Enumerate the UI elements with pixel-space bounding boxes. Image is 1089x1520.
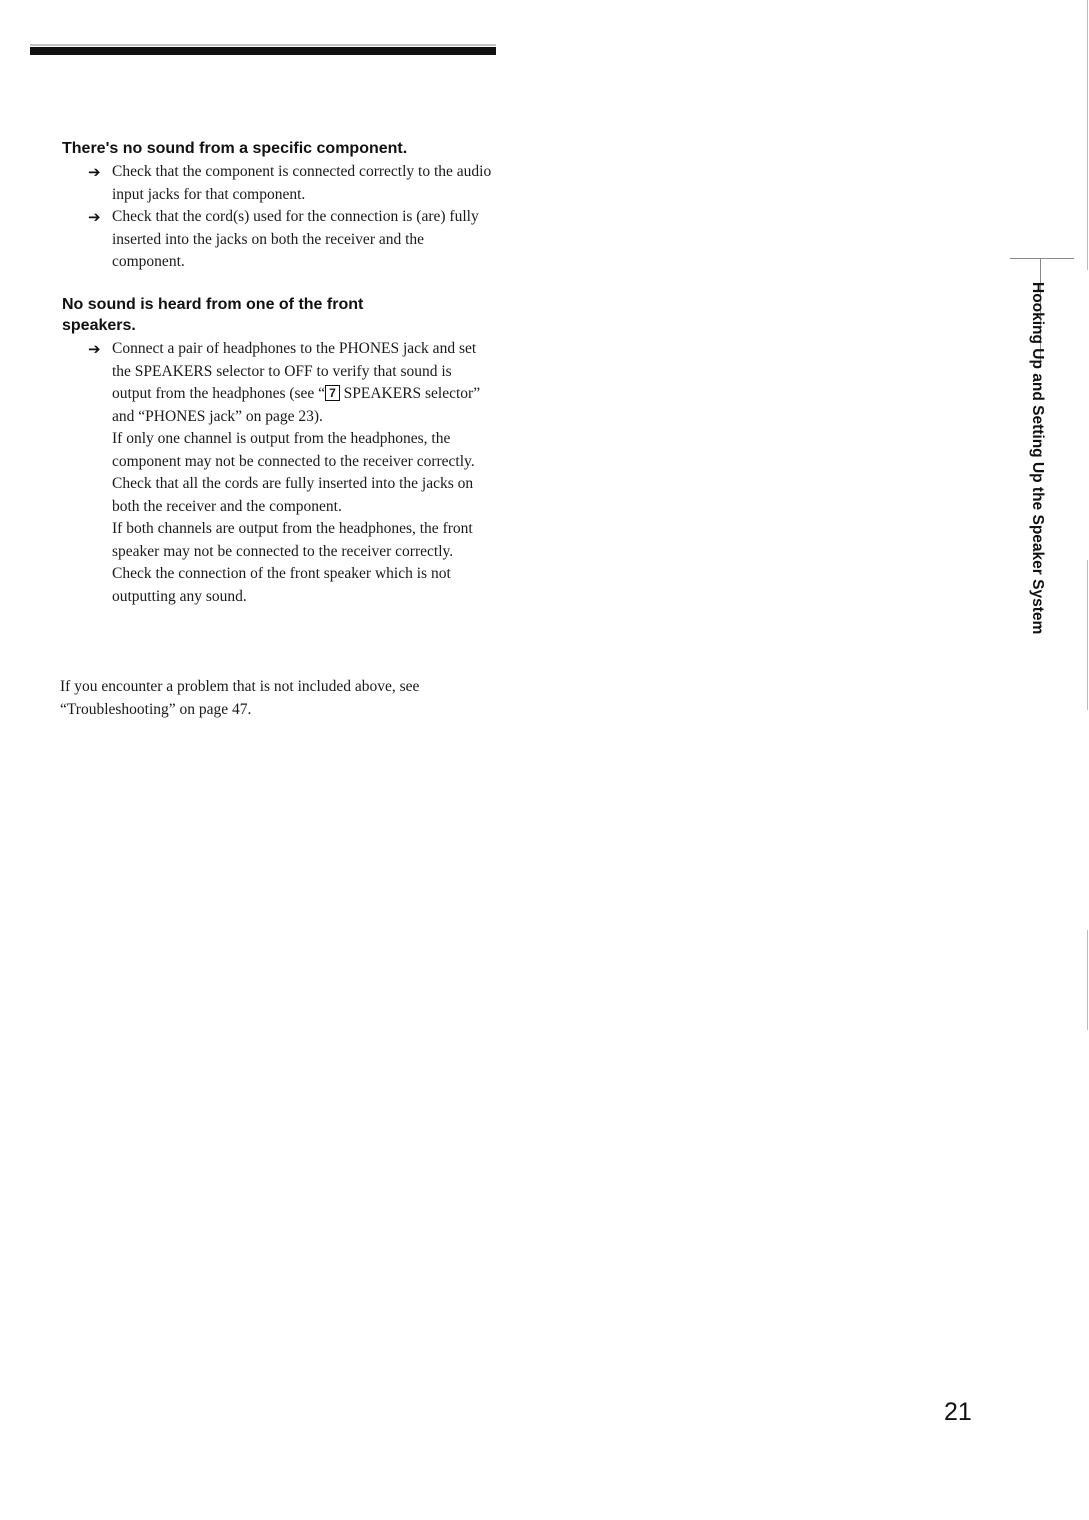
right-arrow-icon: ➔ [88, 339, 101, 358]
list-item [62, 161, 494, 206]
bullet-text [112, 338, 494, 428]
side-divider [1010, 258, 1074, 259]
closing-note: If you encounter a problem that is not included above, see “Troubleshooting” on page 47. [60, 678, 420, 718]
section-no-sound-front-speaker [62, 294, 494, 608]
bullet-lead: Connect a pair of headphones to the PHONES jack and set the SPEAKERS selector to OFF to verify that sound is output from the headphones (see “ [112, 340, 477, 402]
bullet-text: Check that the cord(s) used for the connection is (are) fully inserted into the jacks on both the receiver and the component. [112, 208, 479, 270]
bullet-paragraph: If both channels are output from the headphones, the front speaker may not be connected to the receiver correctly. Check the connection of the front speaker which is not outputting any sound. [112, 520, 473, 605]
page-edge-line [1087, 930, 1088, 1030]
page-edge-line [1087, 560, 1088, 710]
chapter-side-tab [1022, 282, 1052, 712]
page-edge-line [1087, 0, 1088, 270]
page-number: 21 [944, 1398, 972, 1426]
heading-line: speakers. [62, 317, 136, 334]
chapter-title: Hooking Up and Setting Up the Speaker System [1029, 282, 1046, 635]
bullet-text: Check that the component is connected correctly to the audio input jacks for that component. [112, 163, 492, 203]
section-heading [62, 294, 494, 336]
bullet-paragraph: If only one channel is output from the headphones, the component may not be connected to the receiver correctly. Check that all the cords are fully inserted into the jacks on both the receiver and the component. [112, 430, 475, 515]
heading-line: No sound is heard from one of the front [62, 296, 364, 313]
list-item [62, 338, 494, 608]
key-number-badge: 7 [325, 385, 340, 401]
list-item [62, 206, 494, 274]
header-rule [30, 47, 496, 55]
section-heading: There's no sound from a specific component. [62, 140, 408, 157]
right-arrow-icon: ➔ [88, 207, 101, 226]
section-no-sound-component [62, 138, 494, 274]
right-arrow-icon: ➔ [88, 162, 101, 181]
bullet-tail: SPEAKERS selector” and “PHONES jack” on page 23). [112, 385, 481, 425]
